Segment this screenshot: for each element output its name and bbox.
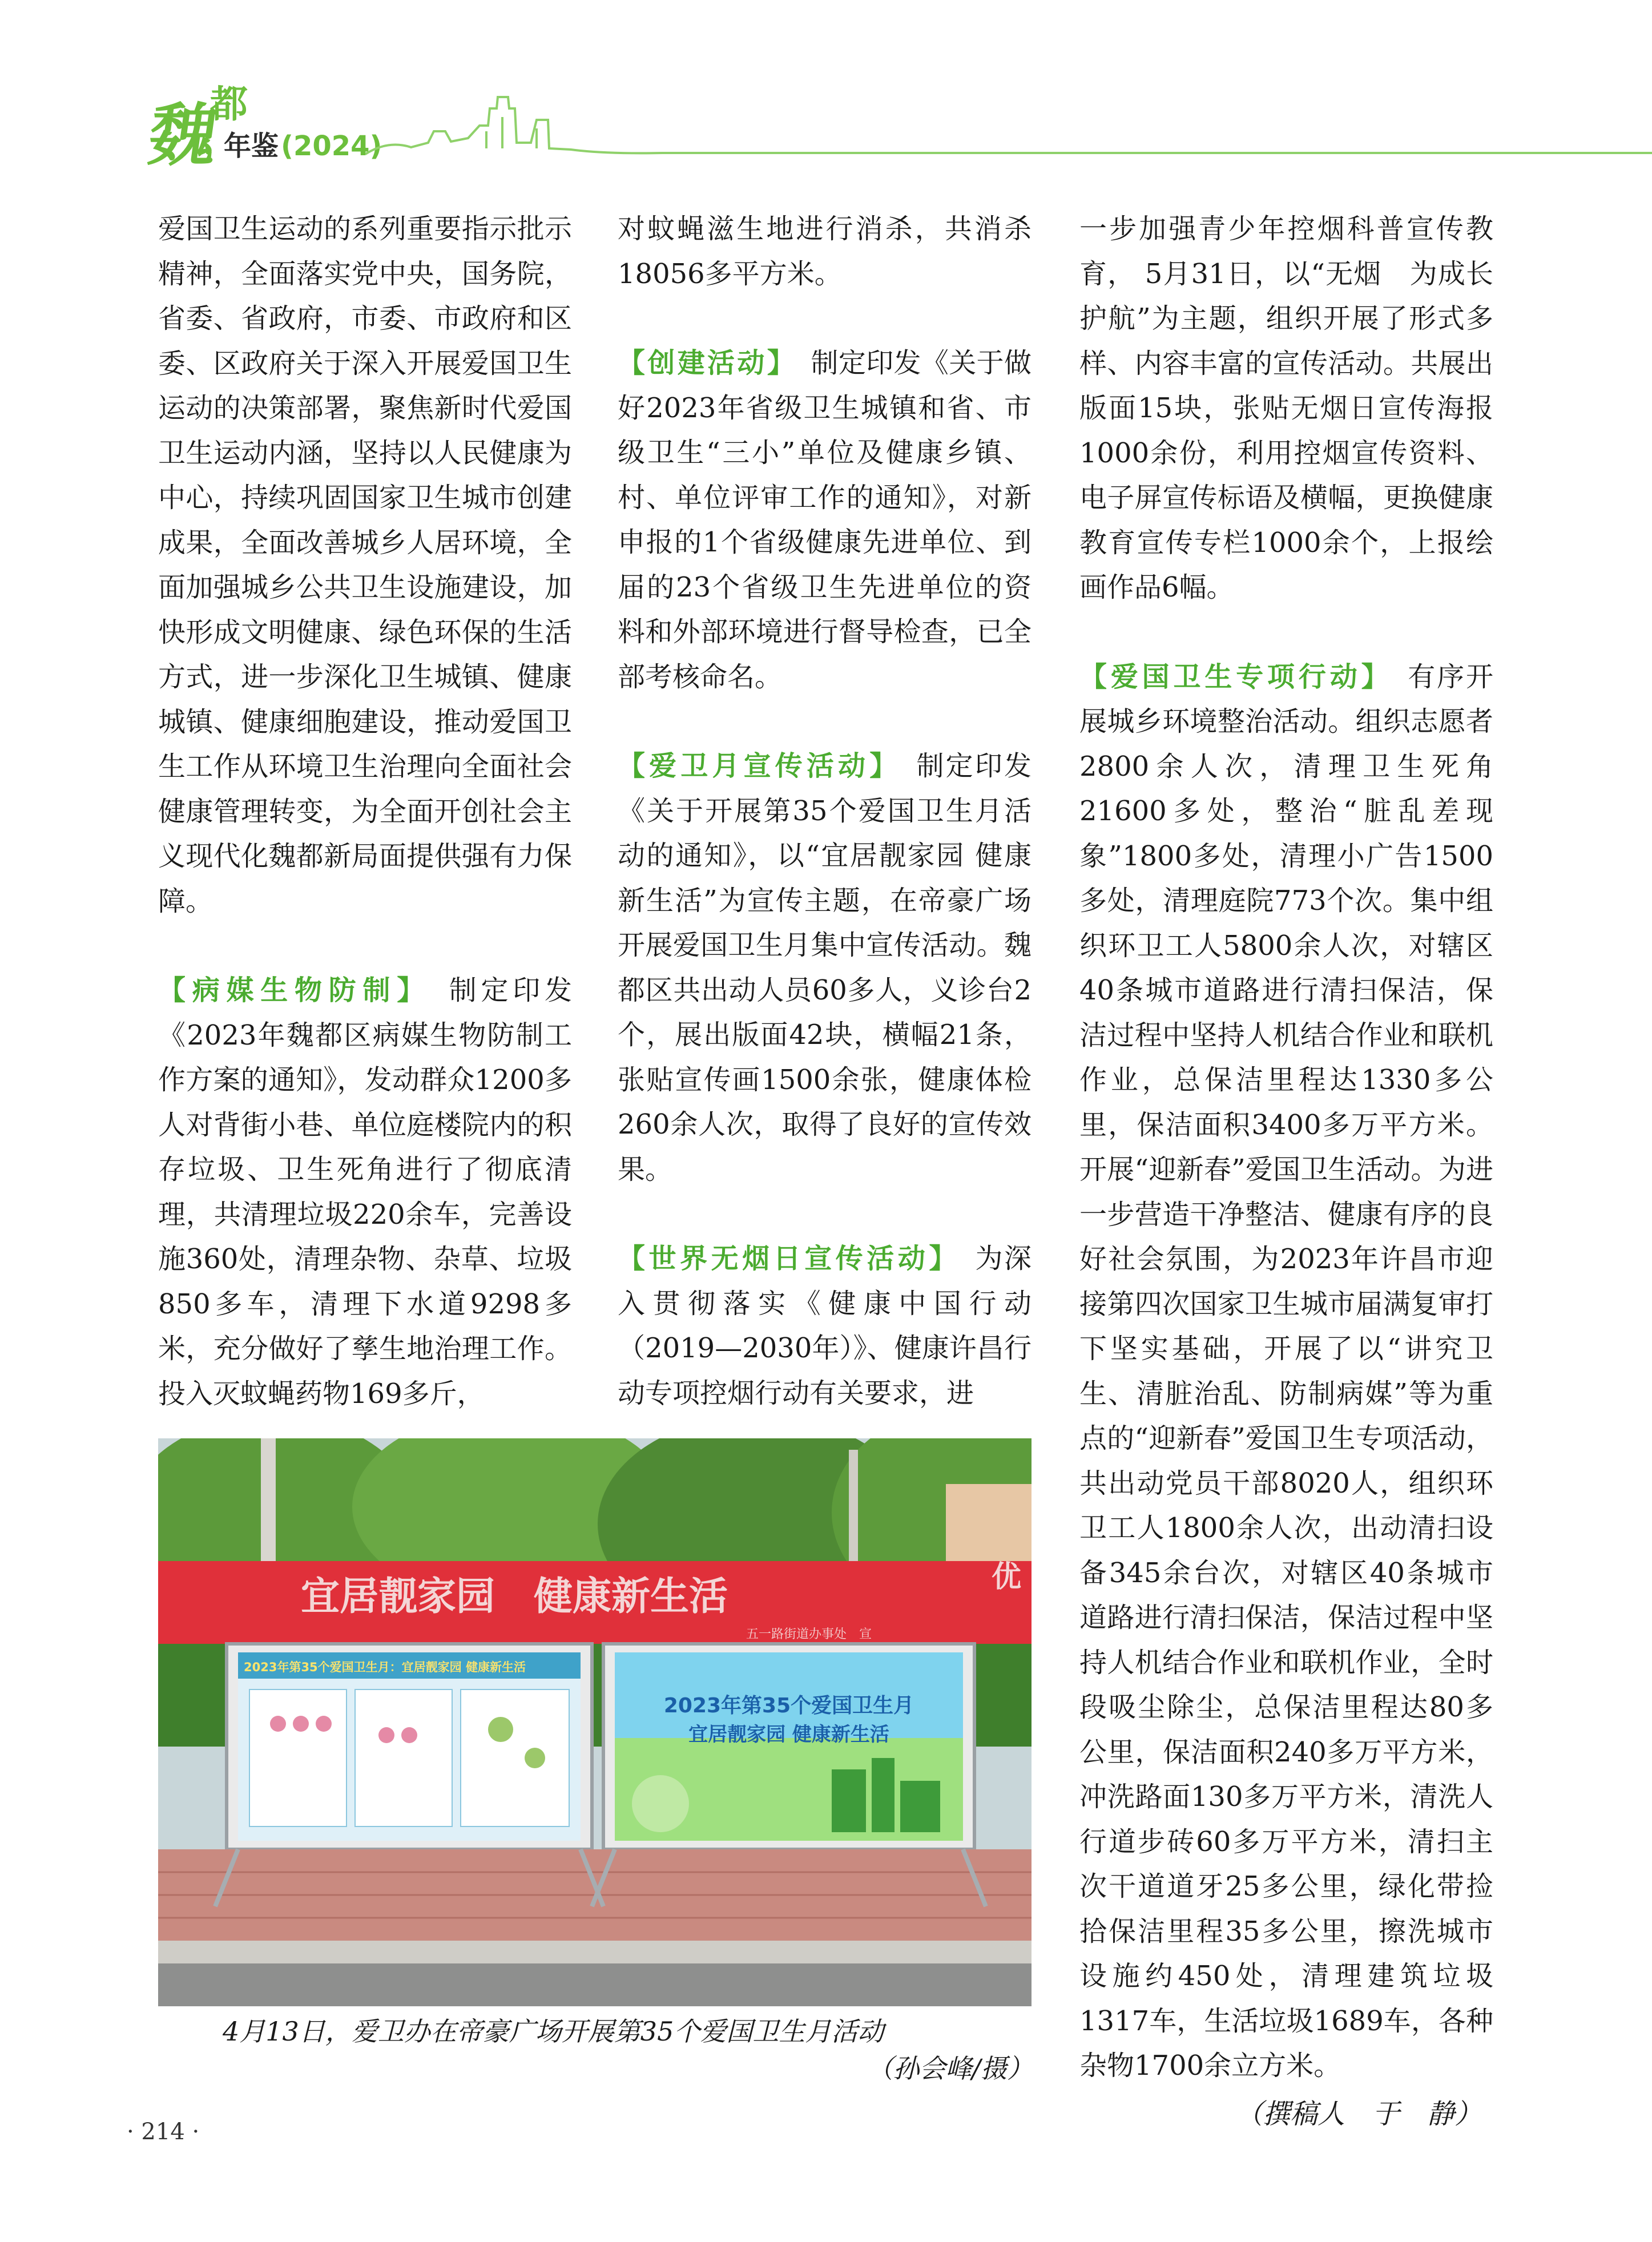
paragraph: 对蚊蝇滋生地进行消杀，共消杀18056多平方米。 bbox=[618, 213, 1032, 290]
paragraph bbox=[158, 968, 572, 1416]
section-title: 【病媒生物防制】 bbox=[158, 974, 417, 1006]
board2-subtitle: 宜居靓家园 健康新生活 bbox=[688, 1723, 889, 1746]
paragraph bbox=[618, 744, 1032, 1192]
skyline-decoration-icon bbox=[365, 86, 1652, 171]
text-column-3 bbox=[1079, 207, 1493, 2136]
board2-title: 2023年第35个爱国卫生月 bbox=[663, 1694, 914, 1717]
section-title: 【创建活动】 bbox=[618, 347, 784, 379]
author-byline: （撰稿人 于 静） bbox=[1235, 2098, 1482, 2130]
page-number: · 214 · bbox=[127, 2119, 200, 2145]
logo-wei: 魏 bbox=[144, 96, 223, 175]
paragraph-body: 为深入贯彻落实《健康中国行动（2019—2030年）》、健康许昌行动专项控烟行动有关要求，进 bbox=[618, 1243, 1032, 1409]
banner-subtext: 五一路街道办事处 宣 bbox=[746, 1627, 872, 1642]
paragraph-body: 制定印发《关于开展第35个爱国卫生月活动的通知》，以“宜居靓家园 健康新生活”为宣传主题，在帝豪广场开展爱国卫生月集中宣传活动。魏都区共出动人员60多人，义诊台2个，展出版面42块，横幅21条，张贴宣传画1500余张，健康体检260余人次，取得了良好的宣传效果。 bbox=[618, 750, 1032, 1185]
logo-year: (2024) bbox=[281, 130, 382, 162]
paragraph-body: 制定印发《2023年魏都区病媒生物防制工作方案的通知》，发动群众1200多人对背街小巷、单位庭楼院内的积存垃圾、卫生死角进行了彻底清理，共清理垃圾220余车，完善设施360处，清理杂物、杂草、垃圾850多车，清理下水道9298多米，充分做好了孳生地治理工作。投入灭蚊蝇药物169多斤， bbox=[158, 974, 572, 1410]
paragraph-body: 有序开展城乡环境整治活动。组织志愿者2800余人次，清理卫生死角21600多处，整治“脏乱差现象”1800多处，清理小广告1500多处，清理庭院773个次。集中组织环卫工人5800余人次，对辖区40条城市道路进行清扫保洁，保洁过程中坚持人机结合作业和联机作业，总保洁里程达1330多公里，保洁面积3400多万平方米。开展“迎新春”爱国卫生活动。为进一步营造干净整洁、健康有序的良好社会氛围，为2023年许昌市迎接第四次国家卫生城市届满复审打下坚实基础，开展了以“讲究卫生、清脏治乱、防制病媒”等为重点的“迎新春”爱国卫生专项活动，共出动党员干部8020人，组织环卫工人1800余人次，出动清扫设备345余台次，对辖区40条城市道路进行清扫保洁，保洁过程中坚持人机结合作业和联机作业，全时段吸尘除尘，总保洁里程达80多公里，保洁面积240多万平方米，冲洗路面130多万平方米，清洗人行道步砖60多万平方米，清扫主次干道道牙25多公里，绿化带捡拾保洁里程35多公里，擦洗城市设施约450处，清理建筑垃圾1317车，生活垃圾1689车，各种杂物1700余立方米。 bbox=[1079, 660, 1493, 2082]
logo-du: 都 bbox=[210, 82, 248, 126]
paragraph-body: 制定印发《关于做好2023年省级卫生城镇和省、市级卫生“三小”单位及健康乡镇、村、单位评审工作的通知》，对新申报的1个省级健康先进单位、到届的23个省级卫生先进单位的资料和外部环境进行督导检查，已全部考核命名。 bbox=[618, 347, 1032, 693]
paragraph: 一步加强青少年控烟科普宣传教育， 5月31日，以“无烟 为成长护航”为主题，组织开展了形式多样、内容丰富的宣传活动。共展出版面15块，张贴无烟日宣传海报1000余份，利用控烟宣传资料、电子屏宣传标语及横幅，更换健康教育宣传专栏1000余个，上报绘画作品6幅。 bbox=[1079, 213, 1493, 603]
section-title: 【爱卫月宣传活动】 bbox=[618, 750, 888, 782]
section-title: 【爱国卫生专项行动】 bbox=[1079, 660, 1379, 693]
paragraph bbox=[618, 1236, 1032, 1416]
logo-nianjian: 年鉴 bbox=[224, 130, 279, 162]
photo-caption: 4月13日，爱卫办在帝豪广场开展第35个爱国卫生月活动 bbox=[223, 2016, 884, 2047]
paragraph bbox=[618, 341, 1032, 699]
board1-title: 2023年第35个爱国卫生月：宜居靓家园 健康新生活 bbox=[244, 1660, 526, 1674]
photo-credit: （孙会峰/摄） bbox=[867, 2053, 1033, 2084]
event-photo bbox=[158, 1438, 1032, 2006]
page-header bbox=[0, 0, 1652, 175]
photo-illustration bbox=[158, 1438, 1032, 2006]
paragraph: 爱国卫生运动的系列重要指示批示精神，全面落实党中央，国务院，省委、省政府，市委、市政府和区委、区政府关于深入开展爱国卫生运动的决策部署，聚焦新时代爱国卫生运动内涵，坚持以人民健康为中心，持续巩固国家卫生城市创建成果，全面改善城乡人居环境，全面加强城乡公共卫生设施建设，加快形成文明健康、绿色环保的生活方式，进一步深化卫生城镇、健康城镇、健康细胞建设，推动爱国卫生工作从环境卫生治理向全面社会健康管理转变，为全面开创社会主义现代化魏都新局面提供强有力保障。 bbox=[158, 213, 572, 917]
section-title: 【世界无烟日宣传活动】 bbox=[618, 1243, 946, 1275]
banner-text: 宜居靓家园 健康新生活 bbox=[301, 1574, 728, 1619]
banner-text-right: 优 bbox=[992, 1560, 1022, 1594]
paragraph bbox=[1079, 655, 1493, 2088]
text-column-1 bbox=[158, 207, 572, 1416]
text-column-2 bbox=[618, 207, 1032, 1416]
